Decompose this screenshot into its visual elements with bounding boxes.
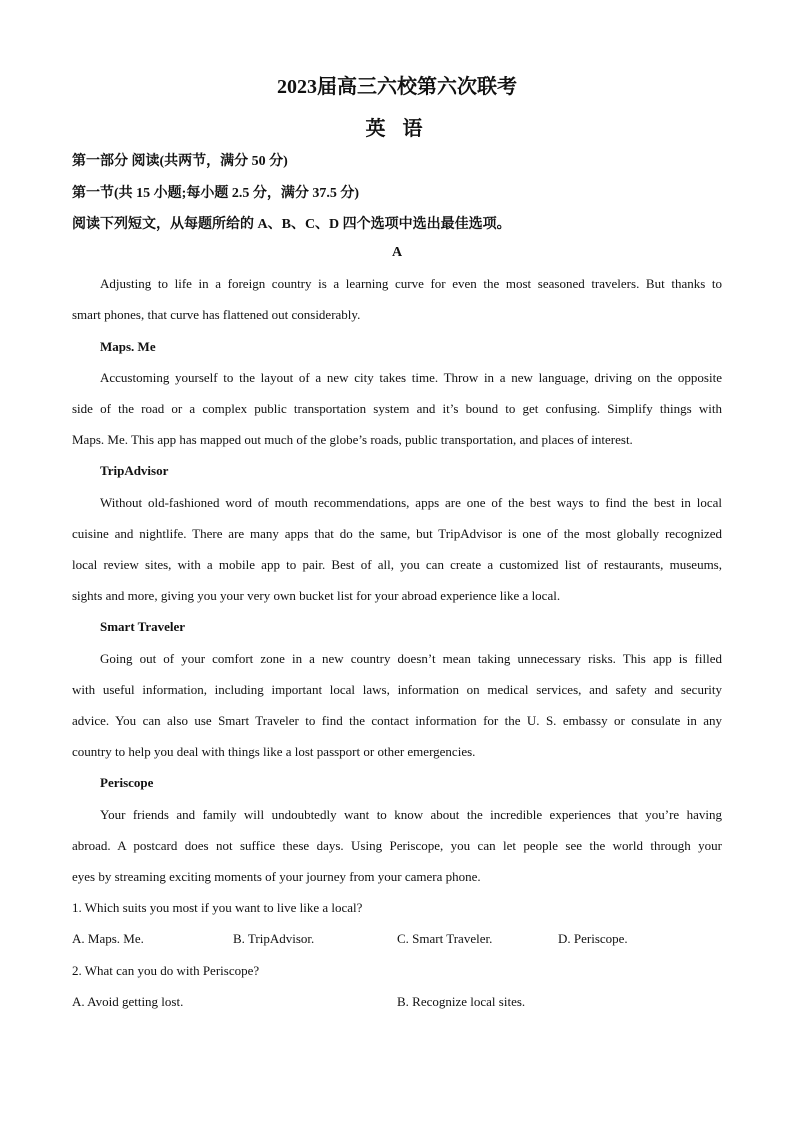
app-text-line: Accustoming yourself to the layout of a new city takes time. Throw in a new language, driving on the opposite (100, 370, 722, 385)
q2-option-a[interactable]: A. Avoid getting lost. (72, 994, 184, 1009)
intro-line: Adjusting to life in a foreign country is a learning curve for even the most seasoned travelers. But thanks to (100, 276, 722, 291)
q1-option-a[interactable]: A. Maps. Me. (72, 931, 144, 946)
q1-option-d[interactable]: D. Periscope. (558, 931, 628, 946)
app-text-line: advice. You can also use Smart Traveler to find the contact information for the U. S. embassy or consulate in any (72, 713, 722, 728)
app-text-line: Going out of your comfort zone in a new country doesn’t mean taking unnecessary risks. This app is filled (100, 651, 722, 666)
app-text-line: with useful information, including important local laws, information on medical services, and safety and security (72, 682, 722, 697)
section-heading: 第一节(共 15 小题;每小题 2.5 分，满分 37.5 分) (72, 186, 359, 201)
app-text-line: abroad. A postcard does not suffice these days. Using Periscope, you can let people see the world through your (72, 838, 722, 853)
app-text-line: sights and more, giving you your very own bucket list for your abroad experience like a local. (72, 588, 561, 603)
exam-title: 2023届高三六校第六次联考 (277, 76, 517, 98)
passage-label: A (391, 245, 403, 260)
app-text-line: Your friends and family will undoubtedly want to know about the incredible experiences that you’re having (100, 807, 722, 822)
question-2-stem: 2. What can you do with Periscope? (72, 963, 260, 978)
subject-title: 英 语 (365, 118, 429, 140)
app-name-smart-traveler: Smart Traveler (100, 619, 186, 634)
intro-line: smart phones, that curve has flattened out considerably. (72, 307, 361, 322)
q1-option-b[interactable]: B. TripAdvisor. (233, 931, 315, 946)
question-1-stem: 1. Which suits you most if you want to live like a local? (72, 900, 363, 915)
app-text-line: Without old-fashioned word of mouth recommendations, apps are one of the best ways to find the best in local (100, 495, 722, 510)
app-name-tripadvisor: TripAdvisor (100, 463, 169, 478)
app-text-line: eyes by streaming exciting moments of your journey from your camera phone. (72, 869, 481, 884)
app-name-periscope: Periscope (100, 775, 154, 790)
app-text-line: side of the road or a complex public transportation system and it’s bound to get confusing. Simplify things with (72, 401, 722, 416)
app-text-line: Maps. Me. This app has mapped out much of the globe’s roads, public transportation, and places of interest. (72, 432, 633, 447)
q2-option-b[interactable]: B. Recognize local sites. (397, 994, 526, 1009)
app-text-line: cuisine and nightlife. There are many apps that do the same, but TripAdvisor is one of the most globally recognized (72, 526, 722, 541)
app-text-line: local review sites, with a mobile app to pair. Best of all, you can create a customized list of restaurants, museums, (72, 557, 722, 572)
q1-option-c[interactable]: C. Smart Traveler. (397, 931, 493, 946)
app-text-line: country to help you deal with things like a lost passport or other emergencies. (72, 744, 476, 759)
part-heading: 第一部分 阅读(共两节，满分 50 分) (72, 154, 288, 169)
directions: 阅读下列短文，从每题所给的 A、B、C、D 四个选项中选出最佳选项。 (72, 217, 511, 232)
app-name-maps-me: Maps. Me (100, 339, 156, 354)
